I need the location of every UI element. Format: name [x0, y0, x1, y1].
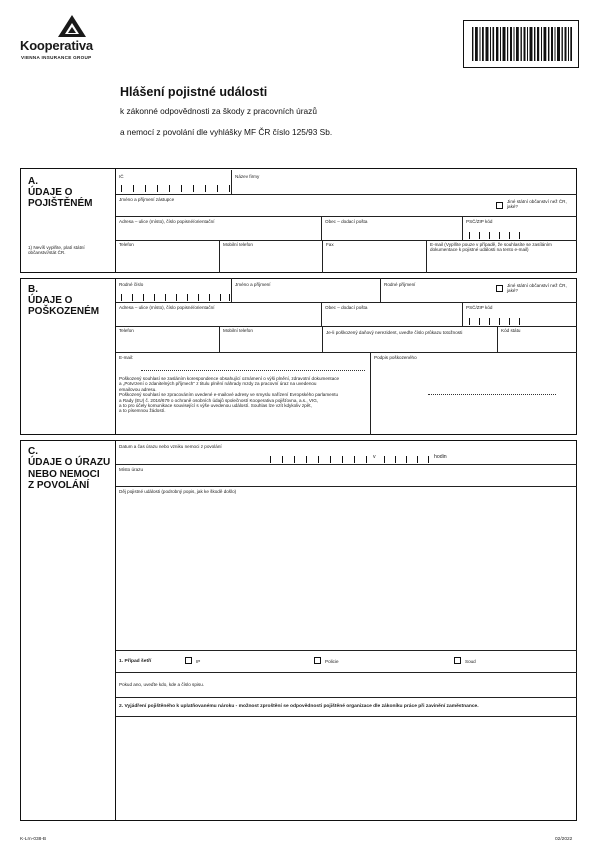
b-email-label: E-mail:	[119, 355, 134, 360]
form-subtitle-2: a nemocí z povolání dle vyhlášky MF ČR číslo 125/93 Sb.	[120, 127, 333, 137]
kooperativa-logo	[20, 14, 140, 66]
a-municipality-label: Obec – dodací pošta	[325, 219, 368, 224]
form-title: Hlášení pojistné události	[120, 85, 268, 99]
footer-date: 02/2022	[555, 837, 573, 842]
consent-line: a to písemnou žádostí.	[119, 408, 166, 414]
a-representative-label: Jméno a příjmení zástupce	[119, 197, 175, 202]
c-ip-label: IP	[196, 659, 201, 664]
c-hour-label: hodin	[434, 454, 447, 460]
section-a-note: 1) Nevíš vyplňte, platí státní občanství/stát ČR.	[28, 245, 85, 256]
c-investigates-label: 1. Případ šetří	[119, 659, 152, 664]
c-police-label: Policie	[325, 659, 339, 664]
a-phone-label: Telefon	[119, 242, 134, 247]
logo-brand: Kooperativa	[20, 38, 93, 53]
c-place-label: Místo úrazu	[119, 467, 143, 472]
a-foreign-citizenship-label: Jiné státní občanství než ČR, jaké?	[507, 199, 567, 210]
consent-line: Poškozený souhlasí se zasláním korespondence obsahující oznámení o výši plnění, zdravotní dokumentace	[119, 376, 340, 381]
c-statement-area[interactable]	[116, 717, 577, 820]
footer-code: K-Lrn-038-B	[20, 837, 47, 842]
b-postcode-label: PSČ/ZIP kód	[466, 305, 493, 310]
barcode-frame	[463, 20, 579, 68]
consent-line: a „Potvrzení o zdanitelných příjmech" z titulu plnění náhrady mzdy za pracovní úraz na uvedenou	[119, 381, 317, 387]
b-mobile-label: Mobilní telefon	[223, 328, 253, 333]
b-birth-number-label: Rodné číslo	[119, 282, 144, 287]
consent-line: a Rady (EU) č. 2016/679 o ochraně osobních údajů společností Kooperativa pojišťovna, a.s., VIG,	[119, 397, 319, 403]
c-ip-checkbox[interactable]	[185, 657, 192, 664]
b-birth-number-field[interactable]	[121, 293, 229, 301]
section-a-title-2: POJIŠTĚNÉM	[28, 198, 93, 209]
consent-line: Poškozený souhlasí se zpracováním uvedené e-mailové adresy ve smyslu nařízení Evropského parlamentu	[119, 392, 339, 398]
b-municipality-label: Obec – dodací pošta	[325, 305, 368, 310]
logo-mark-icon	[55, 14, 89, 38]
a-address-label: Adresa – ulice (místo), číslo popisné/orientační	[119, 219, 215, 224]
a-firm-name-label: Název firmy	[235, 174, 260, 179]
section-c-title-3: Z POVOLÁNÍ	[28, 480, 90, 491]
section-b-title-2: POŠKOZENÉM	[28, 306, 100, 317]
a-postcode-label: PSČ/ZIP kód	[466, 219, 493, 224]
b-foreign-citizenship-label: Jiné státní občanství než ČR, jaké?	[507, 283, 567, 294]
section-a-title-1: ÚDAJE O	[28, 187, 73, 198]
section-c-title-2: NEBO NEMOCI	[28, 468, 100, 480]
b-consent-text	[119, 376, 369, 414]
section-b-letter: B.	[28, 284, 38, 295]
a-mobile-label: Mobilní telefon	[223, 242, 253, 247]
a-ic-field[interactable]	[121, 184, 231, 192]
b-address-label: Adresa – ulice (místo), číslo popisné/orientační	[119, 305, 215, 310]
c-statement-label: 2. Vyjádření pojištěného k uplatňovanému nároku - možnost zproštění se odpovědnosti pojištěné organizace dle zákoníku práce při zavinění zaměstnance.	[119, 704, 479, 709]
b-name-label: Jméno a příjmení	[235, 282, 271, 287]
section-c-title-1: ÚDAJE O ÚRAZU	[28, 457, 111, 468]
a-postcode-field[interactable]	[469, 231, 519, 239]
c-datetime-label: Datum a čas úrazu nebo vzniku nemoci z povolání	[119, 444, 222, 449]
consent-line: emailovou adresu.	[119, 386, 157, 392]
c-police-checkbox[interactable]	[314, 657, 321, 664]
b-phone-label: Telefon	[119, 328, 134, 333]
c-court-checkbox[interactable]	[454, 657, 461, 664]
b-surname-label: Rodné příjmení	[384, 282, 416, 287]
barcode-icon	[472, 27, 572, 61]
c-description-label: Děj pojistné události (podrobný popis, jak ke škodě došlo)	[119, 489, 237, 494]
c-court-label: Soud	[465, 659, 476, 664]
section-c-letter: C.	[28, 446, 38, 457]
section-b-title-1: ÚDAJE O	[28, 295, 73, 306]
section-a	[20, 168, 577, 273]
c-if-yes-label: Pokud ano, uveďte kdo, kde a číslo spisu.	[119, 682, 205, 687]
b-email-field[interactable]	[141, 370, 365, 371]
c-at-label: v	[373, 454, 376, 460]
c-description-area[interactable]	[116, 496, 577, 650]
b-tax-nonresident-label: Je-li poškozený daňový nerezident, uveďte číslo průkazu totožnosti	[326, 330, 463, 335]
b-state-code-label: Kód státu	[501, 328, 521, 333]
a-fax-label: Fax	[326, 242, 334, 247]
form-subtitle-1: k zákonné odpovědnosti za škody z pracovních úrazů	[120, 106, 317, 116]
c-date-field[interactable]	[270, 455, 366, 463]
logo-group: VIENNA INSURANCE GROUP	[21, 55, 92, 60]
a-email-label: E-mail (Vyplňte pouze v případě, že souhlasíte se zasíláním dokumentace k pojistné události na tento e-mail)	[430, 242, 552, 253]
a-ic-label: IČ	[119, 174, 124, 179]
section-a-letter: A.	[28, 176, 38, 187]
a-foreign-citizenship-checkbox[interactable]	[496, 202, 503, 209]
b-postcode-field[interactable]	[469, 317, 519, 325]
b-signature-field[interactable]	[428, 394, 556, 395]
b-foreign-citizenship-checkbox[interactable]	[496, 285, 503, 292]
b-signature-label: Podpis poškozeného	[374, 355, 417, 360]
c-time-field[interactable]	[384, 455, 428, 463]
consent-line: a to pro účely komunikace související s výše uvedenou událostí. Souhlas lze vzít kdykoliv zpět,	[119, 403, 312, 409]
